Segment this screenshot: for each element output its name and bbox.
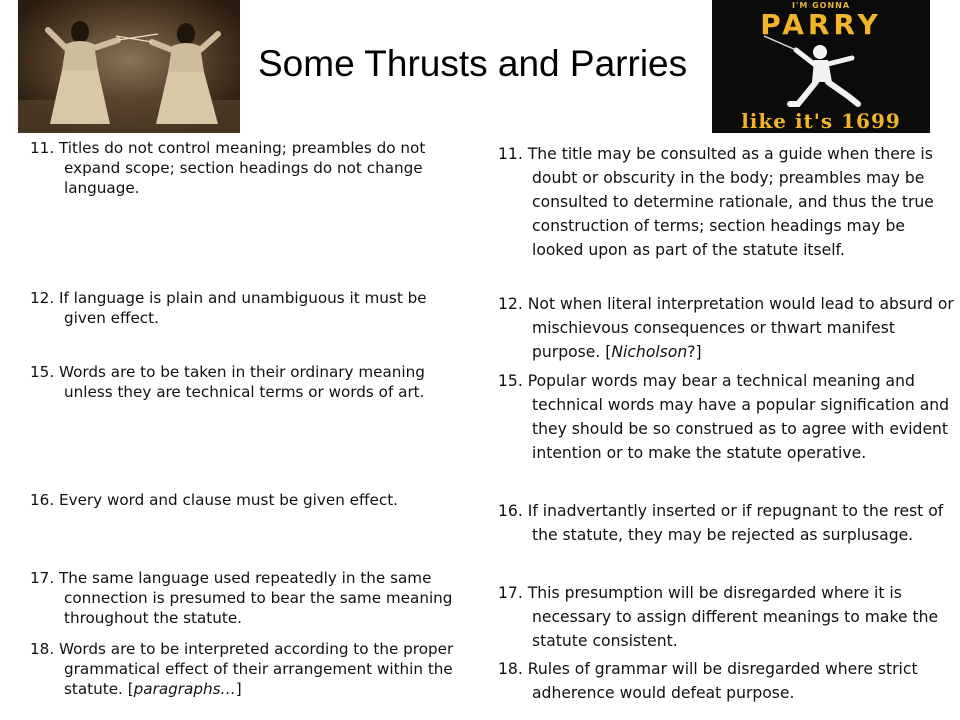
- left-item-17: 17. The same language used repeatedly in the same connection is presumed to bear the same meaning throughout the statute.: [30, 569, 453, 627]
- right-item-17: 17. This presumption will be disregarded where it is necessary to assign different meanings to make the statute consistent.: [498, 584, 939, 650]
- right-item-12-italic: Nicholson: [611, 343, 688, 361]
- left-item-15: 15. Words are to be taken in their ordinary meaning unless they are technical terms or words of art.: [30, 363, 425, 401]
- right-item-12-text: 12. Not when literal interpretation would lead to absurd or mischievous consequences or thwart manifest purpose. [: [498, 295, 954, 361]
- left-item-18: [30, 639, 458, 699]
- right-item-16: 16. If inadvertantly inserted or if repugnant to the rest of the statute, they may be rejected as surplusage.: [498, 502, 944, 544]
- slide-title: Some Thrusts and Parries: [258, 43, 688, 84]
- poster-small-text: I'M GONNA: [791, 1, 851, 10]
- left-item-18-italic: paragraphs…: [133, 680, 236, 698]
- left-item-18-text: 18. Words are to be interpreted according to the proper grammatical effect of their arrangement within the statute. [: [30, 640, 454, 698]
- right-item-15: 15. Popular words may bear a technical meaning and technical words may have a popular signification and they should be so construed as to agree with evident intention or to make the statute operative.: [498, 372, 950, 462]
- poster-bottom-text: like it's 1699: [741, 109, 901, 133]
- left-item-16: 16. Every word and clause must be given effect.: [30, 491, 398, 509]
- right-item-12: [498, 292, 956, 364]
- right-item-18: 18. Rules of grammar will be disregarded where strict adherence would defeat purpose.: [498, 660, 918, 702]
- left-item-11: 11. Titles do not control meaning; preambles do not expand scope; section headings do not change language.: [30, 139, 426, 197]
- left-item-18-tail: ]: [235, 680, 242, 698]
- left-item-12: 12. If language is plain and unambiguous it must be given effect.: [30, 289, 427, 327]
- poster-headline: PARRY: [760, 8, 882, 41]
- right-item-11: 11. The title may be consulted as a guide when there is doubt or obscurity in the body; preambles may be consulted to determine rationale, and thus the true construction of terms; section headings may be looked upon as part of the statute itself.: [498, 145, 934, 259]
- fencers-photo: [18, 0, 240, 133]
- parry-poster: [712, 0, 930, 133]
- fencers-photo-icon: [18, 0, 240, 133]
- right-item-12-tail: ?]: [687, 343, 702, 361]
